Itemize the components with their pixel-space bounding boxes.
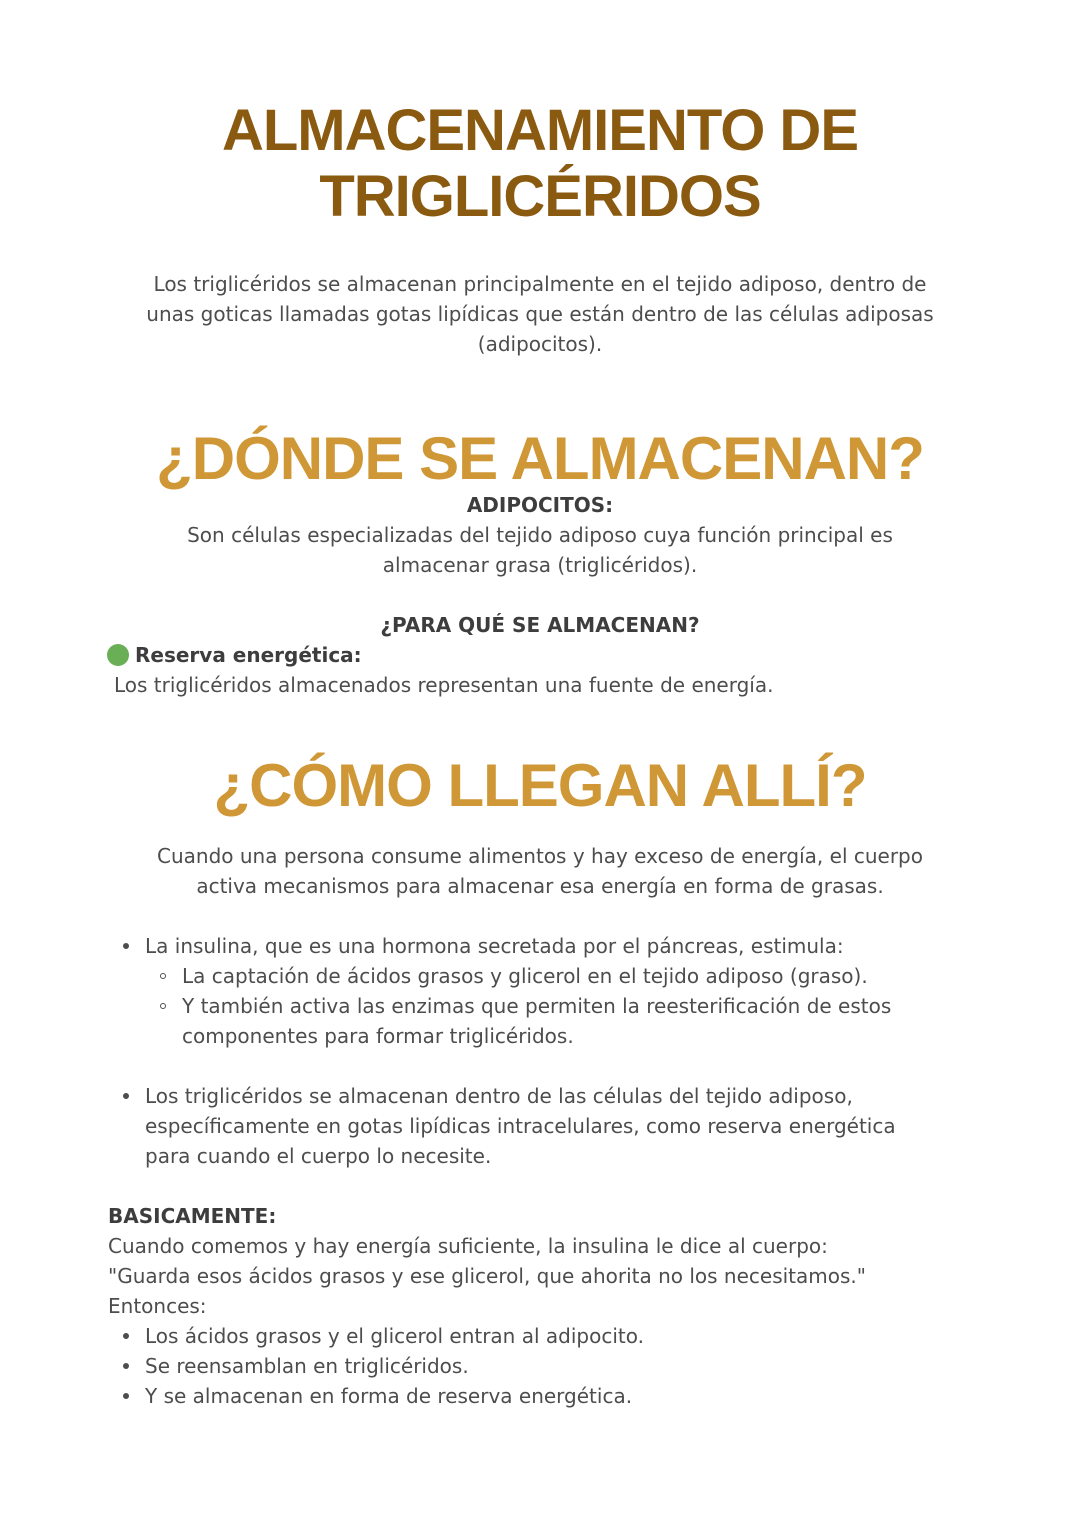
list-item — [108, 1321, 988, 1351]
heading-donde: ¿DÓNDE SE ALMACENAN? — [156, 425, 924, 492]
adipocitos-description — [0, 520, 1080, 580]
adipocitos-line: almacenar grasa (triglicéridos). — [382, 553, 698, 577]
intro-paragraph — [0, 269, 1080, 359]
como-intro-line: Cuando una persona consume alimentos y hay exceso de energía, el cuerpo — [157, 844, 923, 868]
ring-bullet-icon — [160, 1003, 166, 1009]
bullet-icon — [123, 1333, 129, 1339]
sub-list-item — [108, 991, 988, 1051]
como-intro — [0, 841, 1080, 901]
bullet-icon — [123, 1393, 129, 1399]
sub-list-item-text: La captación de ácidos grasos y glicerol en el tejido adiposo (graso). — [182, 964, 868, 988]
green-circle-icon — [107, 644, 129, 666]
page-title-line-2: TRIGLICÉRIDOS — [319, 164, 761, 229]
basicamente-line: Entonces: — [108, 1294, 207, 1318]
basicamente-line: "Guarda esos ácidos grasos y ese glicerol, que ahorita no los necesitamos." — [108, 1264, 866, 1288]
list-item — [108, 931, 988, 961]
bullet-icon — [123, 1093, 129, 1099]
sub-list-item-text: Y también activa las enzimas que permiten la reesterificación de estos — [182, 994, 892, 1018]
sub-list-item — [108, 961, 988, 991]
subheading-para-que: ¿PARA QUÉ SE ALMACENAN? — [380, 613, 700, 637]
intro-line: unas goticas llamadas gotas lipídicas que están dentro de las células adiposas — [146, 302, 934, 326]
list-item-text: para cuando el cuerpo lo necesite. — [145, 1144, 492, 1168]
bullet-icon — [123, 943, 129, 949]
reserva-text: Los triglicéridos almacenados representan una fuente de energía. — [114, 673, 774, 697]
bullet-icon — [123, 1363, 129, 1369]
heading-basicamente: BASICAMENTE: — [108, 1204, 277, 1228]
list-item — [108, 1081, 988, 1171]
reserva-label: Reserva energética: — [135, 643, 362, 667]
list-item-text: Se reensamblan en triglicéridos. — [145, 1354, 469, 1378]
list-item-text: Los triglicéridos se almacenan dentro de las células del tejido adiposo, — [145, 1084, 853, 1108]
intro-line: (adipocitos). — [477, 332, 603, 356]
heading-como: ¿CÓMO LLEGAN ALLÍ? — [213, 752, 867, 819]
list-item-text: La insulina, que es una hormona secretada por el páncreas, estimula: — [145, 934, 844, 958]
list-item-text: Y se almacenan en forma de reserva energética. — [145, 1384, 633, 1408]
reserva-label-row — [107, 640, 362, 670]
basicamente-text — [108, 1231, 866, 1321]
intro-line: Los triglicéridos se almacenan principalmente en el tejido adiposo, dentro de — [153, 272, 927, 296]
subheading-adipocitos: ADIPOCITOS: — [466, 493, 614, 517]
como-intro-line: activa mecanismos para almacenar esa energía en forma de grasas. — [196, 874, 884, 898]
list-item-text: Los ácidos grasos y el glicerol entran al adipocito. — [145, 1324, 644, 1348]
list-item-text: específicamente en gotas lipídicas intracelulares, como reserva energética — [145, 1114, 896, 1138]
como-bullet-list-2 — [108, 1081, 988, 1171]
list-item — [108, 1381, 988, 1411]
basicamente-line: Cuando comemos y hay energía suficiente, la insulina le dice al cuerpo: — [108, 1234, 828, 1258]
list-item — [108, 1351, 988, 1381]
sub-list-item-text: componentes para formar triglicéridos. — [182, 1024, 574, 1048]
page-title-line-1: ALMACENAMIENTO DE — [221, 98, 859, 163]
page-title — [0, 98, 1080, 230]
como-bullet-list — [108, 931, 988, 1051]
adipocitos-line: Son células especializadas del tejido adiposo cuya función principal es — [187, 523, 893, 547]
basicamente-bullet-list — [108, 1321, 988, 1411]
ring-bullet-icon — [160, 973, 166, 979]
